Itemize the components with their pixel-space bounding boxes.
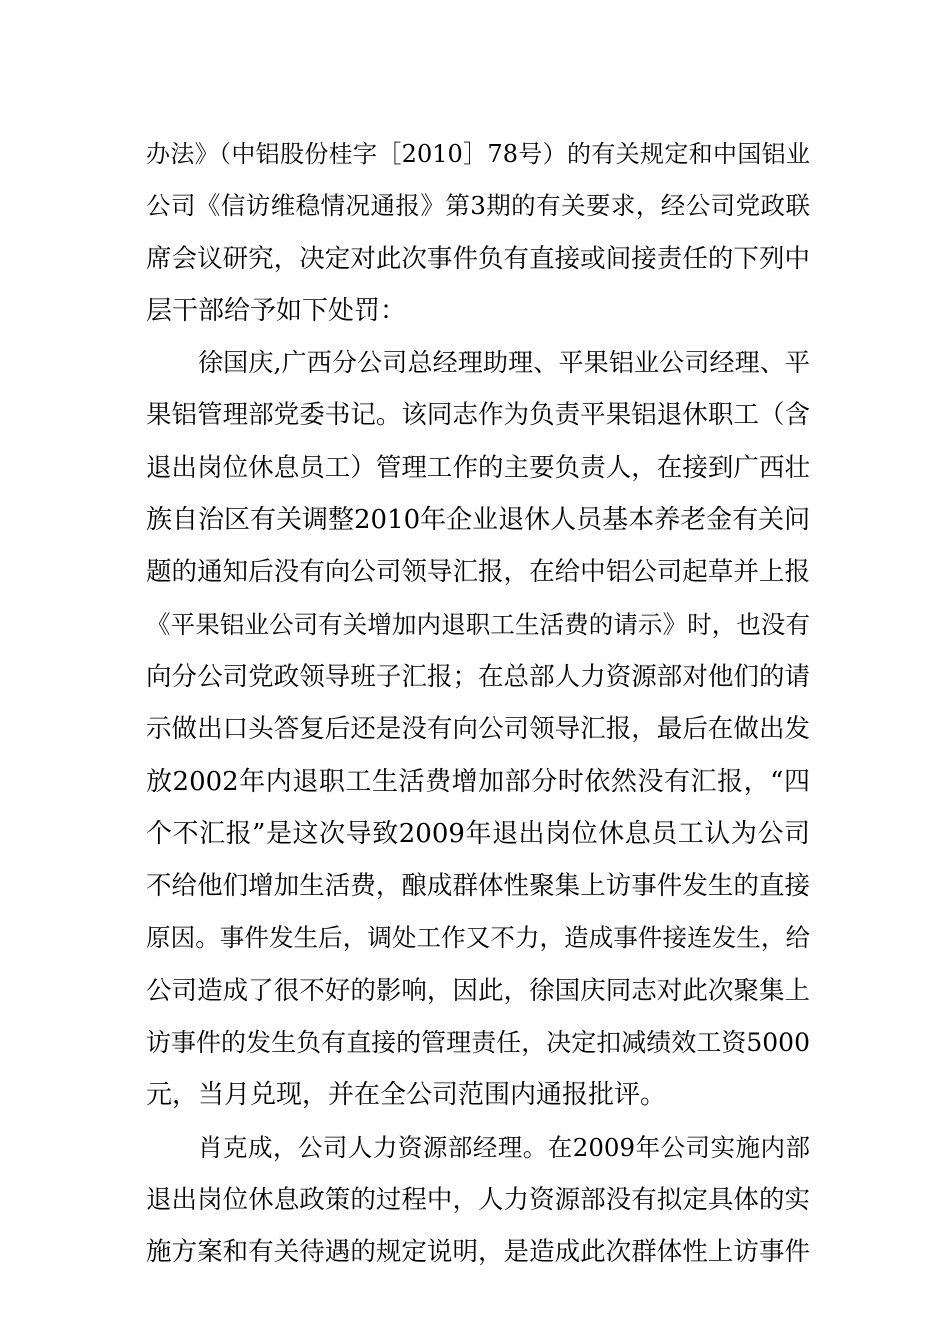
text-line: 肖克成，公司人力资源部经理。在2009年公司实施内部 [198, 1132, 810, 1162]
text-line: 题的通知后没有向公司领导汇报，在给中铝公司起草并上报 [146, 557, 810, 588]
text-line: 公司《信访维稳情况通报》第3期的有关要求，经公司党政联 [146, 191, 810, 221]
text-line: 族自治区有关调整2010年企业退休人员基本养老金有关问 [146, 505, 810, 536]
text-line: 公司造成了很不好的影响，因此，徐国庆同志对此次聚集上 [146, 975, 810, 1006]
text-line: 办法》（中铝股份桂字［2010］78号）的有关规定和中国铝业 [146, 140, 810, 168]
text-line: 徐国庆,广西分公司总经理助理、平果铝业公司经理、平 [198, 348, 810, 378]
paragraph-xiao-kecheng [146, 1122, 810, 1279]
text-line: 退出岗位休息政策的过程中，人力资源部没有拟定具体的实 [146, 1184, 810, 1215]
text-line: 元，当月兑现，并在全公司范围内通报批评。 [146, 1080, 667, 1111]
text-line: 《平果铝业公司有关增加内退职工生活费的请示》时，也没有 [146, 609, 810, 639]
text-line: 果铝管理部党委书记。该同志作为负责平果铝退休职工（含 [146, 400, 810, 431]
text-line: 退出岗位休息员工）管理工作的主要负责人，在接到广西壮 [146, 452, 810, 483]
text-line: 向分公司党政领导班子汇报；在总部人力资源部对他们的请 [146, 661, 810, 692]
text-line: 施方案和有关待遇的规定说明，是造成此次群体性上访事件 [146, 1237, 810, 1268]
text-line: 访事件的发生负有直接的管理责任，决定扣减绩效工资5000 [146, 1028, 810, 1058]
text-line: 示做出口头答复后还是没有向公司领导汇报，最后在做出发 [146, 714, 810, 745]
text-line: 层干部给予如下处罚： [146, 295, 407, 326]
text-line: 席会议研究，决定对此次事件负有直接或间接责任的下列中 [146, 243, 810, 274]
document-body [146, 128, 810, 1279]
paragraph-xu-guoqing [146, 337, 810, 1121]
text-line: 不给他们增加生活费，酿成群体性聚集上访事件发生的直接 [146, 871, 810, 902]
text-line: 原因。事件发生后，调处工作又不力，造成事件接连发生，给 [146, 923, 810, 953]
text-line: 放2002年内退职工生活费增加部分时依然没有汇报，“四 [146, 766, 810, 797]
paragraph-intro [146, 128, 810, 337]
text-line: 个不汇报”是这次导致2009年退出岗位休息员工认为公司 [146, 818, 810, 849]
